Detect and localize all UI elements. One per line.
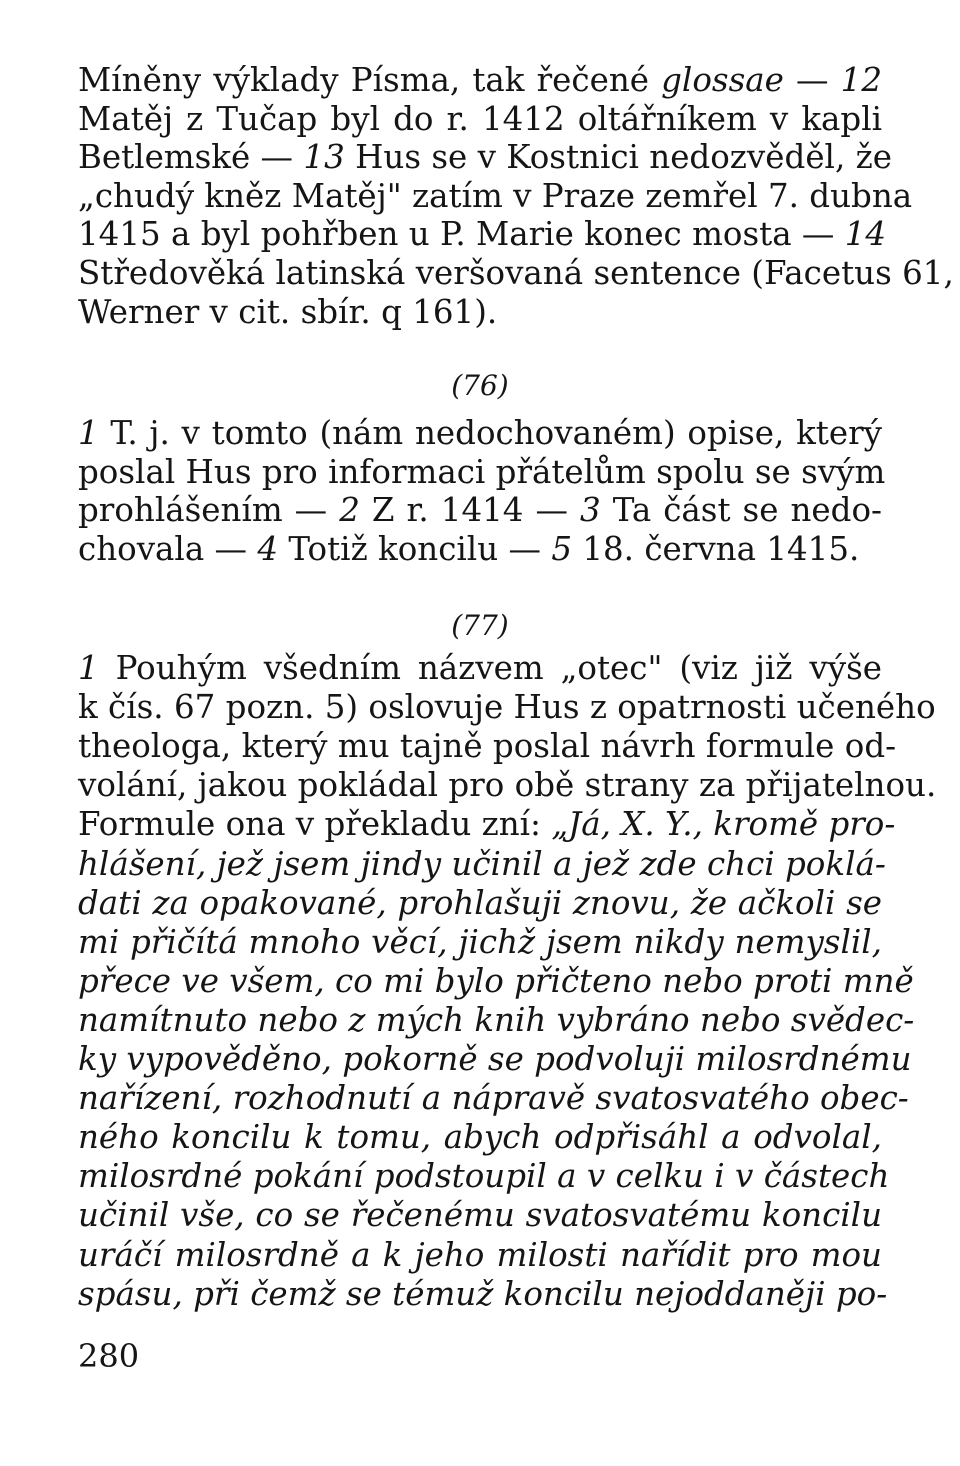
text-line: nařízení, rozhodnutí a nápravě svatosvatého obec- (78, 1079, 909, 1118)
text-line: spásu, při čemž se témuž koncilu nejoddaněji po- (78, 1274, 888, 1313)
text-line: theologa, který mu tajně poslal návrh formule od- (78, 727, 897, 766)
text-line: Werner v cit. sbír. q 161). (78, 292, 498, 331)
text-line: Formule ona v překladu zní: „Já, X. Y., kromě pro- (78, 805, 896, 844)
text-line: milosrdné pokání podstoupil a v celku i v částech (78, 1157, 890, 1196)
text-line: dati za opakované, prohlašuji znovu, že ačkoli se (78, 883, 882, 922)
text-line: volání, jakou pokládal pro obě strany za přijatelnou. (78, 766, 937, 805)
text-line: namítnuto nebo z mých knih vybráno nebo svědec- (78, 1000, 915, 1039)
text-line: „chudý kněz Matěj" zatím v Praze zemřel 7. dubna (78, 176, 913, 215)
text-line: 1415 a byl pohřben u P. Marie konec mosta — 14 (78, 215, 887, 254)
text-line: hlášení, jež jsem jindy učinil a jež zde chci poklá- (78, 844, 886, 883)
text-line: chovala — 4 Totiž koncilu — 5 18. června 1415. (78, 529, 860, 568)
text-line: Míněny výklady Písma, tak řečené glossae — 12 (78, 61, 882, 99)
text-line: k čís. 67 pozn. 5) oslovuje Hus z opatrnosti učeného (78, 688, 936, 727)
text-line: učinil vše, co se řečenému svatosvatému koncilu (78, 1196, 882, 1235)
text-line: uráčí milosrdně a k jeho milosti nařídit pro mou (78, 1235, 882, 1274)
text-line: Matěj z Tučap byl do r. 1412 oltářníkem v kapli (78, 99, 882, 138)
text-line: Betlemské — 13 Hus se v Kostnici nedozvěděl, že (78, 138, 892, 177)
text-line: poslal Hus pro informaci přátelům spolu se svým (78, 452, 886, 491)
text-line: mi přičítá mnoho věcí, jichž jsem nikdy nemyslil, (78, 922, 882, 961)
section-heading-77: (77) (451, 609, 509, 642)
text-line: 1 T. j. v tomto (nám nedochovaném) opise, který (78, 414, 882, 452)
page-number: 280 (78, 1337, 140, 1375)
text-line: prohlášením — 2 Z r. 1414 — 3 Ta část se nedo- (78, 491, 882, 530)
text-line: ky vypověděno, pokorně se podvoluji milosrdnému (78, 1040, 912, 1078)
text-line: 1 Pouhým všedním názvem „otec" (viz již výše (78, 649, 882, 687)
text-line: přece ve všem, co mi bylo přičteno nebo proti mně (78, 961, 914, 1000)
text-line: Středověká latinská veršovaná sentence (Facetus 61, (78, 254, 954, 292)
section-heading-76: (76) (451, 369, 509, 402)
text-line: ného koncilu k tomu, abych odpřisáhl a odvolal, (78, 1118, 882, 1157)
